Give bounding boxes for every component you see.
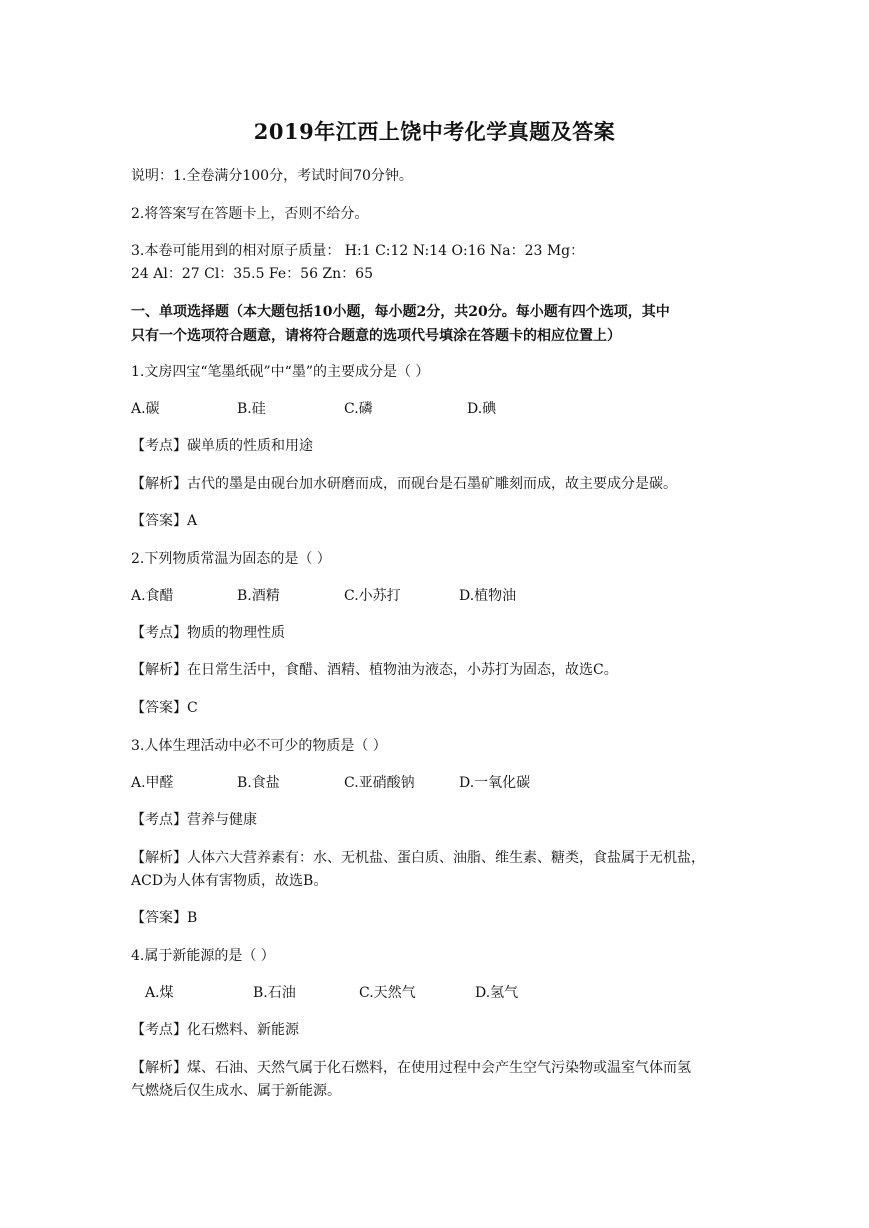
question-4-jiexi-continued: 气燃烧后仅生成水、属于新能源。 xyxy=(131,1083,341,1099)
question-1-jiexi: 【解析】古代的墨是由砚台加水研磨而成，而砚台是石墨矿雕刻而成，故主要成分是碳。 xyxy=(131,476,677,492)
option-b: B.食盐 xyxy=(237,775,280,791)
note-line-3: 3.本卷可能用到的相对原子质量： H:1 C:12 N:14 O:16 Na：23 Mg： xyxy=(131,243,585,259)
question-3-jiexi-continued: ACD为人体有害物质，故选B。 xyxy=(131,873,328,889)
option-a: A.食醋 xyxy=(131,588,174,604)
option-d: D.氢气 xyxy=(475,985,519,1001)
note-line-2: 2.将答案写在答题卡上，否则不给分。 xyxy=(131,206,369,222)
option-d: D.植物油 xyxy=(459,588,517,604)
question-1-kaodian: 【考点】碳单质的性质和用途 xyxy=(131,438,313,454)
option-c: C.小苏打 xyxy=(344,588,401,604)
question-4-jiexi: 【解析】煤、石油、天然气属于化石燃料，在使用过程中会产生空气污染物或温室气体而氢 xyxy=(131,1060,691,1076)
option-d: D.一氧化碳 xyxy=(459,775,531,791)
option-a: A.碳 xyxy=(131,401,160,417)
question-2-answer: 【答案】C xyxy=(131,700,198,716)
page-title: 2019年江西上饶中考化学真题及答案 xyxy=(253,119,616,144)
question-1-stem: 1.文房四宝“笔墨纸砚”中“墨”的主要成分是（ ） xyxy=(131,364,430,380)
option-d: D.碘 xyxy=(467,401,497,417)
option-a: A.煤 xyxy=(145,985,174,1001)
option-b: B.石油 xyxy=(253,985,296,1001)
question-2-jiexi: 【解析】在日常生活中，食醋、酒精、植物油为液态，小苏打为固态，故选C。 xyxy=(131,662,618,678)
option-a: A.甲醛 xyxy=(131,775,174,791)
question-3-answer: 【答案】B xyxy=(131,910,198,926)
note-line-3-continued: 24 Al：27 Cl：35.5 Fe：56 Zn：65 xyxy=(131,266,373,282)
option-c: C.亚硝酸钠 xyxy=(344,775,415,791)
section-heading: 一、单项选择题（本大题包括10小题，每小题2分，共20分。每小题有四个选项，其中 xyxy=(131,304,670,320)
question-3-jiexi: 【解析】人体六大营养素有：水、无机盐、蛋白质、油脂、维生素、糖类，食盐属于无机盐， xyxy=(131,850,705,866)
question-2-kaodian: 【考点】物质的物理性质 xyxy=(131,625,285,641)
question-4-stem: 4.属于新能源的是（ ） xyxy=(131,948,275,964)
option-b: B.硅 xyxy=(237,401,266,417)
section-heading-continued: 只有一个选项符合题意，请将符合题意的选项代号填涂在答题卡的相应位置上） xyxy=(131,328,621,344)
question-1-answer: 【答案】A xyxy=(131,513,198,529)
note-line-1: 说明：1.全卷满分100分，考试时间70分钟。 xyxy=(131,168,413,184)
option-c: C.磷 xyxy=(344,401,373,417)
option-b: B.酒精 xyxy=(237,588,280,604)
question-3-stem: 3.人体生理活动中必不可少的物质是（ ） xyxy=(131,738,387,754)
option-c: C.天然气 xyxy=(359,985,416,1001)
question-2-stem: 2.下列物质常温为固态的是（ ） xyxy=(131,551,331,567)
question-3-kaodian: 【考点】营养与健康 xyxy=(131,812,257,828)
question-4-kaodian: 【考点】化石燃料、新能源 xyxy=(131,1022,299,1038)
